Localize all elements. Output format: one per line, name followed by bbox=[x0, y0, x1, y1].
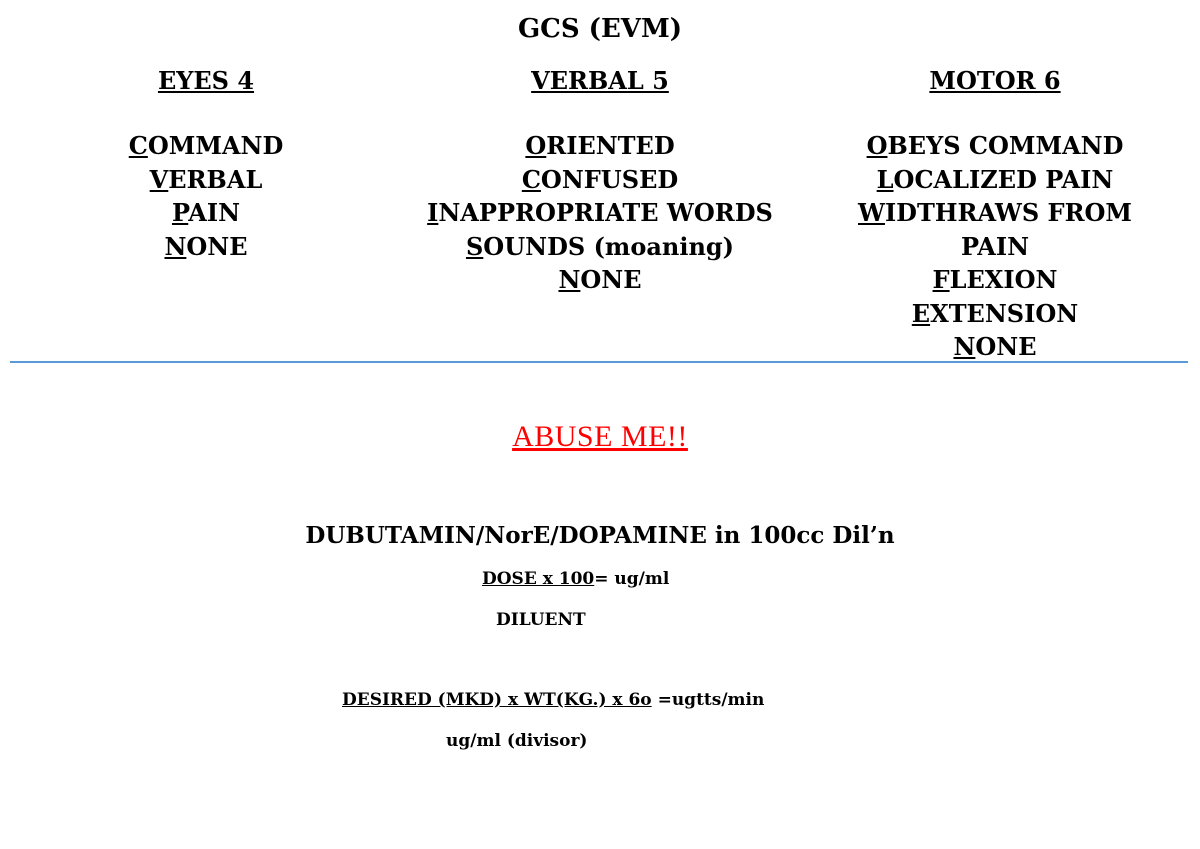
item-text: RIENTED bbox=[546, 131, 675, 160]
item-text: XTENSION bbox=[930, 298, 1079, 328]
item-initial: C bbox=[128, 131, 148, 160]
item-initial: P bbox=[171, 198, 189, 227]
list-item bbox=[106, 230, 306, 264]
list-item bbox=[830, 297, 1160, 331]
list-item bbox=[390, 163, 810, 197]
list-item bbox=[830, 129, 1160, 163]
list-item bbox=[106, 163, 306, 197]
item-text: BEYS COMMAND bbox=[887, 131, 1124, 160]
list-item bbox=[830, 196, 1160, 230]
item-initial: N bbox=[558, 265, 581, 294]
motor-heading: MOTOR 6 bbox=[929, 66, 1061, 95]
desired-denominator: ug/ml (divisor) bbox=[446, 731, 588, 751]
item-initial: N bbox=[953, 332, 976, 361]
item-initial: C bbox=[521, 164, 541, 194]
list-item bbox=[390, 129, 810, 163]
abuse-heading: ABUSE ME!! bbox=[512, 420, 688, 453]
item-text: OMMAND bbox=[147, 131, 284, 160]
item-text: ONE bbox=[580, 265, 642, 294]
list-item bbox=[390, 230, 810, 264]
page-title: GCS (EVM) bbox=[517, 14, 683, 44]
item-initial: O bbox=[525, 131, 547, 160]
eyes-column bbox=[106, 64, 306, 263]
drug-title: DUBUTAMIN/NorE/DOPAMINE in 100cc Dil’n bbox=[305, 522, 895, 549]
list-item bbox=[830, 330, 1160, 364]
item-text: PAIN bbox=[960, 231, 1030, 261]
section-divider bbox=[10, 361, 1188, 363]
item-initial: W bbox=[858, 198, 885, 227]
list-item bbox=[830, 163, 1160, 197]
motor-items bbox=[830, 129, 1160, 364]
item-initial: L bbox=[876, 164, 894, 194]
item-text: OCALIZED PAIN bbox=[893, 164, 1114, 194]
item-initial: S bbox=[465, 231, 484, 261]
list-item bbox=[390, 196, 810, 230]
list-item bbox=[390, 263, 810, 297]
eyes-heading: EYES 4 bbox=[157, 66, 255, 95]
item-text: LEXION bbox=[949, 265, 1058, 294]
item-text: OUNDS (moaning) bbox=[483, 231, 735, 261]
item-text: NAPPROPRIATE WORDS bbox=[438, 198, 773, 227]
item-text: ONE bbox=[186, 231, 248, 261]
item-initial: F bbox=[932, 265, 950, 294]
item-initial: E bbox=[911, 298, 931, 328]
eyes-items bbox=[106, 129, 306, 263]
item-text: AIN bbox=[188, 198, 241, 227]
motor-column bbox=[830, 64, 1160, 364]
verbal-heading: VERBAL 5 bbox=[531, 66, 669, 95]
item-text: IDTHRAWS FROM bbox=[884, 198, 1132, 227]
dose-formula bbox=[482, 569, 669, 589]
list-item bbox=[106, 129, 306, 163]
verbal-column bbox=[390, 64, 810, 297]
item-text: ONFUSED bbox=[540, 164, 679, 194]
item-initial: V bbox=[149, 164, 169, 194]
desired-numerator: DESIRED (MKD) x WT(KG.) x 6o bbox=[342, 690, 652, 710]
list-item bbox=[830, 230, 1160, 264]
item-text: ONE bbox=[975, 332, 1037, 361]
item-initial: N bbox=[164, 231, 187, 261]
item-initial: I bbox=[427, 198, 439, 227]
dose-result: = ug/ml bbox=[594, 569, 670, 589]
dose-numerator: DOSE x 100 bbox=[482, 569, 595, 589]
desired-formula bbox=[342, 690, 764, 710]
item-text: ERBAL bbox=[168, 164, 263, 194]
list-item bbox=[106, 196, 306, 230]
dose-denominator: DILUENT bbox=[496, 610, 586, 630]
list-item bbox=[830, 263, 1160, 297]
item-initial: O bbox=[866, 131, 888, 160]
verbal-items bbox=[390, 129, 810, 297]
desired-result: =ugtts/min bbox=[651, 690, 765, 710]
